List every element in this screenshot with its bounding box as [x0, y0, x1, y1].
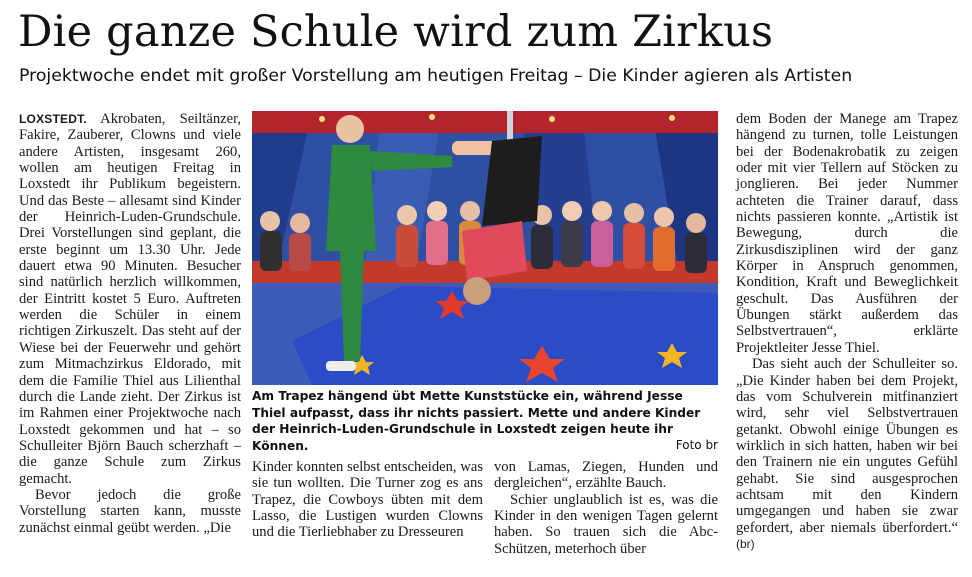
author-signature: (br) [736, 536, 755, 551]
article-column-3 [494, 459, 718, 557]
paragraph-text: Das sieht auch der Schulleiter so. „Die Kinder haben bei dem Projekt, das vom Schulverein mitfinanziert wird, sehr viel Selbstvertrauen getankt. Obwohl einige Übungen es wirklich in sich hatten, haben wir bei den Trainern nie ein ungutes Gefühl gehabt. Sie sind ausgesprochen achtsam mit den Kindern umgegangen und haben sie zwar gefordert, aber niemals überfordert.“ [736, 356, 958, 536]
paragraph: Bevor jedoch die große Vorstellung starten kann, musste zunächst einmal geübt werden. „Die [19, 486, 241, 536]
paragraph [19, 111, 241, 487]
subheadline: Projektwoche endet mit großer Vorstellung am heutigen Freitag – Die Kinder agieren als Artisten [19, 66, 853, 86]
headline: Die ganze Schule wird zum Zirkus [18, 7, 774, 57]
article-column-2 [252, 459, 483, 541]
article-column-1 [19, 111, 241, 536]
paragraph-text: Akrobaten, Seiltänzer, Fakire, Zauberer, Clowns und viele andere Artisten, insgesamt 260, wollen am heutigen Freitag in Loxstedt ihr Publikum begeistern. Und das Beste – allesamt sind Kinder der Heinrich-Luden-Grundschule. Drei Vorstellungen sind geplant, die erste beginnt um 13.30 Uhr. Jede dauert etwa 90 Minuten. Besucher sind natürlich herzlich willkommen, der Eintritt kostet 5 Euro. Auftreten werden die Schüler in einem richtigen Zirkuszelt. Das steht auf der Wiese bei der Feuerwehr und gehört zum Mitmachzirkus Eldorado, mit dem die Familie Thiel aus Lilienthal durch die Lande zieht. Der Zirkus ist im Rahmen einer Projektwoche nach Loxstedt gekommen und hat – so Schulleiter Björn Bauch scherzhaft – die ganze Schule zum Zirkus gemacht. [19, 111, 241, 487]
photo-credit: Foto br [675, 437, 718, 452]
paragraph [736, 356, 958, 552]
dateline: LOXSTEDT. [19, 112, 87, 126]
caption-text: Kunststücke ein, während Jesse Thiel aufpasst, dass ihr nichts passiert. Mette und andere Kinder der Heinrich-Luden-Grundschule in Loxstedt zeigen heute ihr Können. [252, 389, 701, 453]
photo-caption [252, 388, 718, 454]
circus-photo-illustration [252, 111, 718, 385]
circus-photo [252, 111, 718, 385]
caption-text: Am Trapez hängend übt [252, 389, 420, 403]
article-column-4 [736, 111, 958, 552]
caption-name: Mette [419, 389, 460, 403]
paragraph: dem Boden der Manege am Trapez hängend zu turnen, tolle Leistungen bei der Bodenakrobatik zu zeigen oder mit vier Tellern auf Stöcken zu jonglieren. Bei jeder Nummer achteten die Trainer darauf, dass nichts passieren konnte. „Artistik ist Bewegung, durch die Zirkusdisziplinen wird der ganz Körper in Anspruch genommen, Kondition, Kraft und Beweglichkeit geschult. Das Ausführen der Übungen stärkt außerdem das Selbstvertrauen“, erklärte Projektleiter Jesse Thiel. [736, 111, 958, 356]
paragraph: Kinder konnten selbst entscheiden, was sie tun wollten. Die Turner zog es ans Trapez, die Cowboys übten mit dem Lasso, die Lustigen wurden Clowns und die Tierliebhaber zu Dresseuren [252, 459, 483, 541]
paragraph: von Lamas, Ziegen, Hunden und dergleichen“, erzählte Bauch. [494, 459, 718, 492]
paragraph: Schier unglaublich ist es, was die Kinder in den wenigen Tagen gelernt haben. So trauen sich die Abc-Schützen, meterhoch über [494, 491, 718, 557]
